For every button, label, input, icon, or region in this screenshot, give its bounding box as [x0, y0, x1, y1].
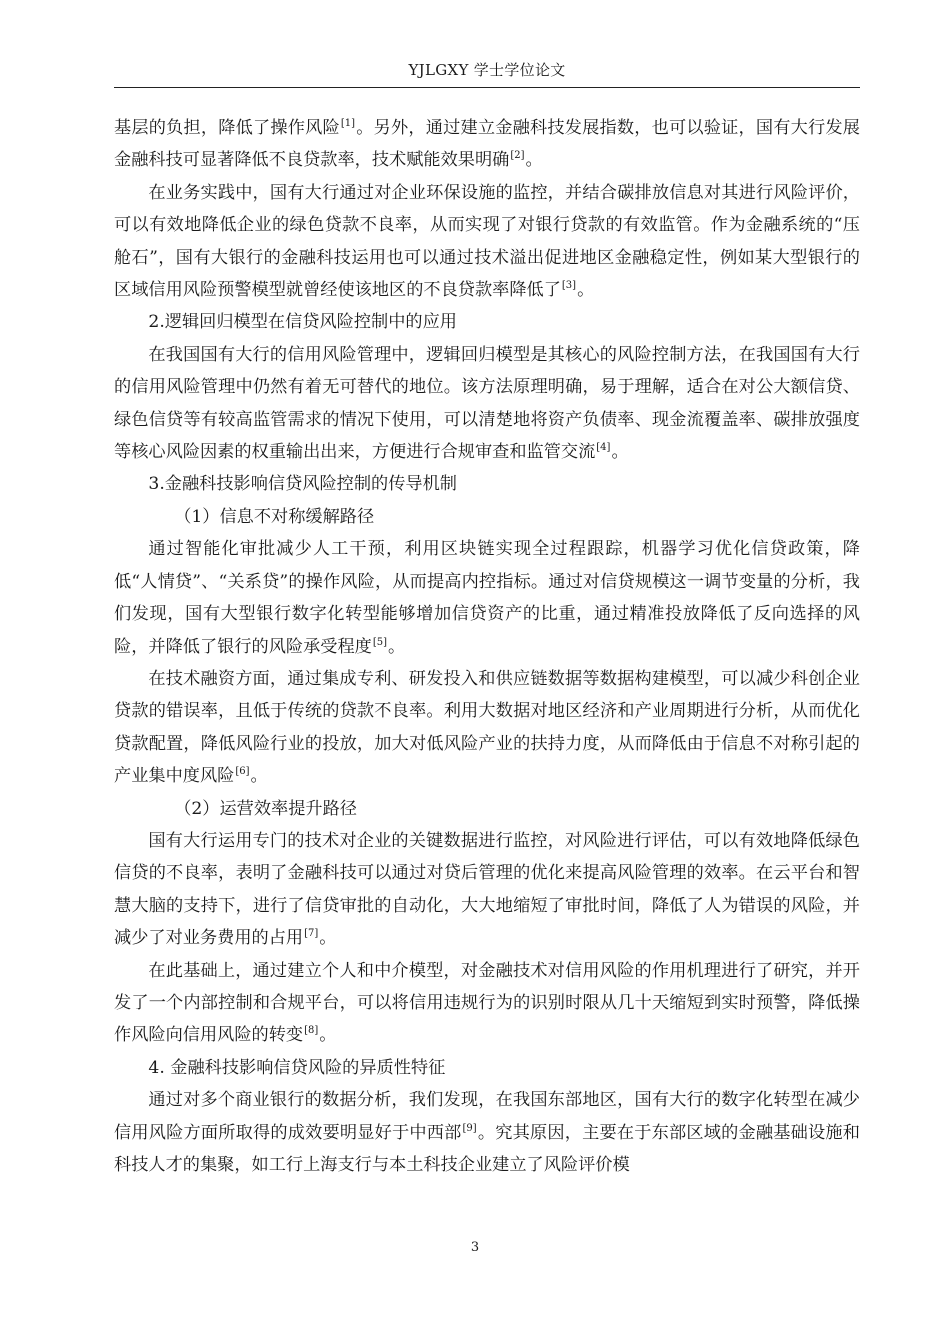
paragraph	[114, 825, 860, 955]
text-run: （1）信息不对称缓解路径	[174, 506, 375, 527]
text-run: 2.逻辑回归模型在信贷风险控制中的应用	[148, 312, 457, 333]
citation-ref: [1]	[340, 118, 356, 129]
running-header: YJLGXY 学士学位论文	[408, 61, 566, 79]
paragraph	[114, 177, 860, 307]
text-run: 在技术融资方面，通过集成专利、研发投入和供应链数据等数据构建模型，可以减少科创企业贷款的错误率，且低于传统的贷款不良率。利用大数据对地区经济和产业周期进行分析，从而优化贷款配置，降低风险行业的投放，加大对低风险产业的扶持力度，从而降低由于信息不对称引起的产业集中度风险	[114, 668, 860, 787]
paragraph	[114, 1052, 860, 1084]
citation-ref: [4]	[596, 442, 611, 454]
paragraph	[114, 339, 860, 469]
text-run: 3.金融科技影响信贷风险控制的传导机制	[148, 474, 457, 495]
paragraph	[114, 1084, 860, 1181]
text-run: 。	[577, 280, 595, 301]
paragraph	[114, 793, 860, 825]
paragraph	[114, 112, 860, 177]
text-run: 。	[388, 636, 406, 657]
citation-ref: [5]	[372, 636, 387, 648]
text-run: 。	[319, 928, 337, 949]
text-run: 。	[250, 766, 268, 787]
citation-ref: [8]	[304, 1025, 319, 1037]
paragraph	[114, 306, 860, 338]
text-run: 通过对多个商业银行的数据分析，我们发现，在我国东部地区，国有大行的数字化转型在减少信用风险方面所取得的成效要明显好于中西部	[114, 1090, 860, 1143]
text-run: 。	[319, 1025, 337, 1046]
text-run: 在我国国有大行的信用风险管理中，逻辑回归模型是其核心的风险控制方法，在我国国有大行的信用风险管理中仍然有着无可替代的地位。该方法原理明确，易于理解，适合在对公大额信贷、绿色信贷等有较高监管需求的情况下使用，可以清楚地将资产负债率、现金流覆盖率、碳排放强度等核心风险因素的权重输出出来，方便进行合规审查和监管交流	[114, 344, 860, 463]
text-run: 通过智能化审批减少人工干预，利用区块链实现全过程跟踪，机器学习优化信贷政策，降低“人情贷”、“关系贷”的操作风险，从而提高内控指标。通过对信贷规模这一调节变量的分析，我们发现，国有大型银行数字化转型能够增加信贷资产的比重，通过精准投放降低了反向选择的风险，并降低了银行的风险承受程度	[114, 539, 860, 657]
paragraph	[114, 468, 860, 500]
text-run: 在业务实践中，国有大行通过对企业环保设施的监控，并结合碳排放信息对其进行风险评价，可以有效地降低企业的绿色贷款不良率，从而实现了对银行贷款的有效监管。作为金融系统的“压舱石”，国有大银行的金融科技运用也可以通过技术溢出促进地区金融稳定性，例如某大型银行的区域信用风险预警模型就曾经使该地区的不良贷款率降低了	[114, 182, 860, 301]
header-rule	[114, 87, 860, 88]
paragraph	[114, 663, 860, 793]
citation-ref: [7]	[304, 928, 319, 940]
citation-ref: [9]	[462, 1122, 477, 1134]
text-run: 国有大行运用专门的技术对企业的关键数据进行监控，对风险进行评估，可以有效地降低绿色信贷的不良率，表明了金融科技可以通过对贷后管理的优化来提高风险管理的效率。在云平台和智慧大脑的支持下，进行了信贷审批的自动化，大大地缩短了审批时间，降低了人为错误的风险，并减少了对业务费用的占用	[114, 830, 860, 949]
paragraph	[114, 533, 860, 663]
citation-ref: [3]	[561, 280, 577, 292]
text-run: 基层的负担，降低了操作风险	[114, 118, 340, 138]
paragraph	[114, 955, 860, 1052]
text-run: 。另外，通过建立金融科技发展指数，也可以验证，国有大行发展金融科技可显著降低不良贷款率，技术赋能效果明确	[114, 118, 860, 171]
citation-ref: [2]	[510, 150, 525, 162]
body-text	[114, 112, 860, 1181]
citation-ref: [6]	[235, 766, 250, 778]
text-run: 。究其原因，主要在于东部区域的金融基础设施和科技人才的集聚，如工行上海支行与本土科技企业建立了风险评价模	[114, 1122, 860, 1175]
text-run: 4. 金融科技影响信贷风险的异质性特征	[148, 1057, 446, 1078]
text-run: 在此基础上，通过建立个人和中介模型，对金融技术对信用风险的作用机理进行了研究，并开发了一个内部控制和合规平台，可以将信用违规行为的识别时限从几十天缩短到实时预警，降低操作风险向信用风险的转变	[114, 960, 860, 1046]
text-run: 。	[525, 150, 543, 171]
paragraph	[114, 501, 860, 533]
page-number: 3	[470, 1240, 480, 1255]
text-run: 。	[611, 442, 629, 463]
text-run: （2）运营效率提升路径	[174, 798, 357, 819]
